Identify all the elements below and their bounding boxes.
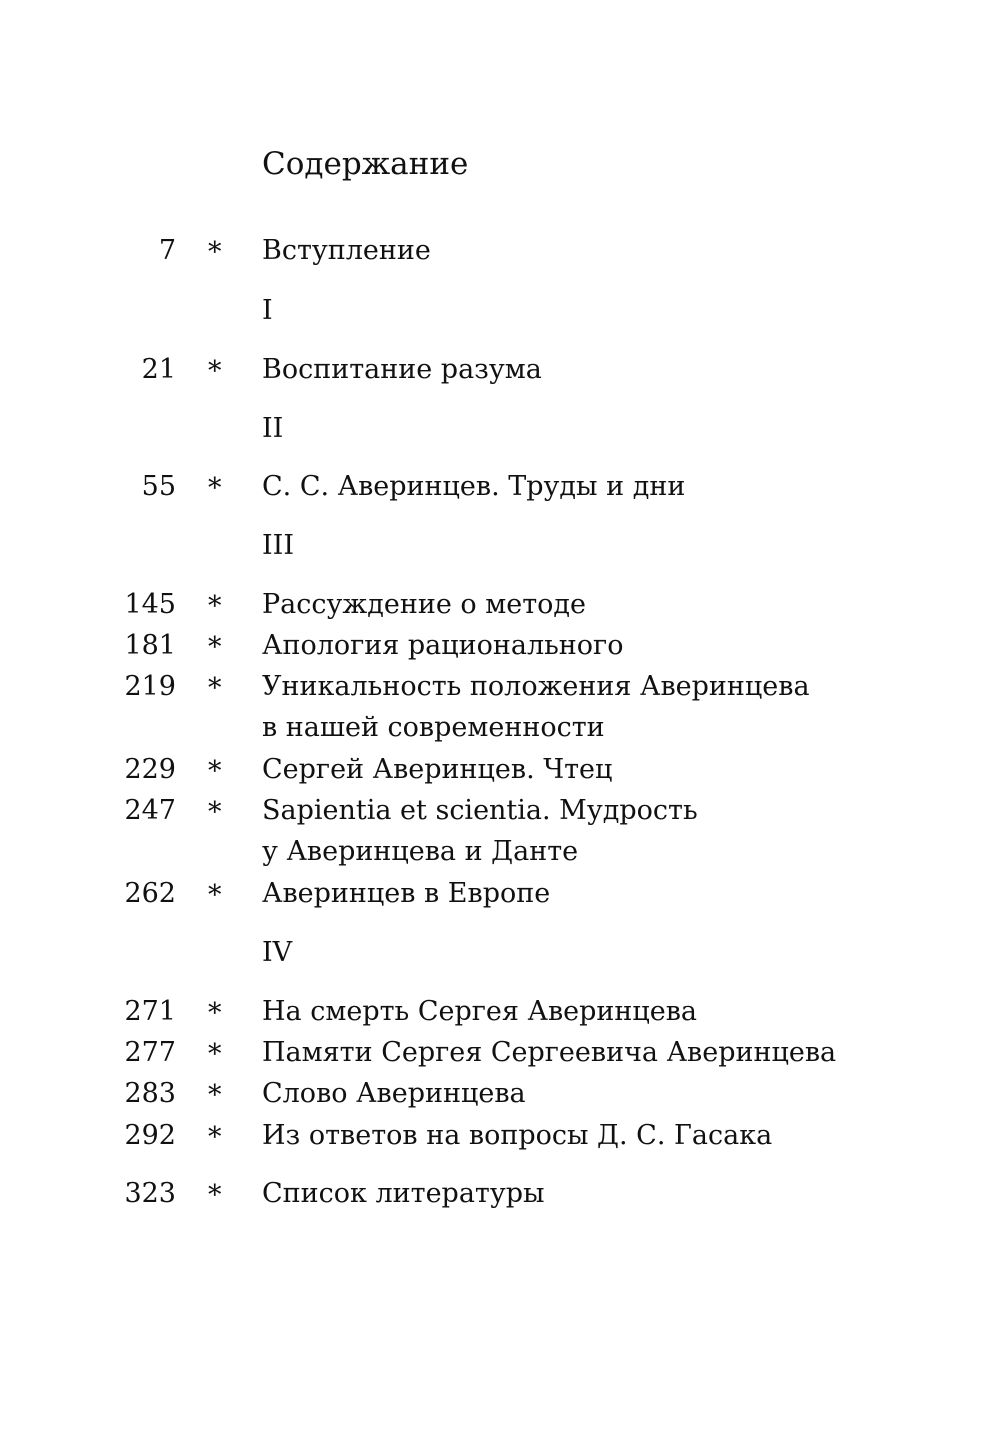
entry-title [262,1032,836,1073]
asterisk-separator: * [208,1080,222,1111]
page-number: 55 [141,471,176,502]
asterisk-separator: * [208,473,222,504]
entry-title [262,584,586,625]
entry-title-line: Вступление [262,235,431,266]
asterisk-separator: * [208,1039,222,1070]
entry-title [262,466,685,507]
entry-title-line: Воспитание разума [262,354,542,385]
entry-title [262,230,431,271]
page-number: 219 [124,671,176,702]
entry-title-line: Уникальность положения Аверинцева [262,671,810,702]
page-number: 247 [124,795,176,826]
asterisk-separator: * [208,1122,222,1153]
section-numeral: III [262,530,294,561]
page-number: 262 [124,878,176,909]
page-number: 21 [141,354,176,385]
section-numeral: I [262,295,273,326]
asterisk-separator: * [208,632,222,663]
page-number: 292 [124,1120,176,1151]
entry-title [262,1115,772,1156]
asterisk-separator: * [208,237,222,268]
asterisk-separator: * [208,673,222,704]
asterisk-separator: * [208,591,222,622]
page-number: 145 [124,589,176,620]
entry-title [262,991,697,1032]
page-number: 7 [158,235,176,266]
asterisk-separator: * [208,998,222,1029]
entry-title-line: у Аверинцева и Данте [262,836,579,867]
entry-title-line: Памяти Сергея Сергеевича Аверинцева [262,1037,837,1068]
entry-title-line: На смерть Сергея Аверинцева [262,996,698,1027]
asterisk-separator: * [208,1180,222,1211]
entry-title [262,749,612,790]
entry-title-line: Слово Аверинцева [262,1078,526,1109]
entry-title [262,1173,545,1214]
asterisk-separator: * [208,756,222,787]
section-numeral: IV [262,937,293,968]
entry-title-line: Из ответов на вопросы Д. С. Гасака [262,1120,773,1151]
page-number: 229 [124,754,176,785]
page-number: 277 [124,1037,176,1068]
asterisk-separator: * [208,797,222,828]
entry-title-line: Рассуждение о методе [262,589,586,620]
entry-title [262,625,623,666]
entry-title [262,666,810,748]
entry-title-line: С. С. Аверинцев. Труды и дни [262,471,686,502]
page-number: 283 [124,1078,176,1109]
entry-title-line: Sapientia et scientia. Мудрость [262,795,698,826]
section-numeral: II [262,413,284,444]
page-number: 181 [124,630,176,661]
page-number: 323 [124,1178,176,1209]
page-number: 271 [124,996,176,1027]
entry-title-line: Сергей Аверинцев. Чтец [262,754,613,785]
entry-title [262,873,550,914]
entry-title [262,790,698,872]
entry-title [262,1073,526,1114]
entry-title-line: Список литературы [262,1178,545,1209]
entry-title [262,349,542,390]
asterisk-separator: * [208,880,222,911]
asterisk-separator: * [208,356,222,387]
page-title: Содержание [262,146,469,182]
entry-title-line: Аверинцев в Европе [262,878,551,909]
entry-title-line: в нашей современности [262,712,605,743]
entry-title-line: Апология рационального [262,630,624,661]
